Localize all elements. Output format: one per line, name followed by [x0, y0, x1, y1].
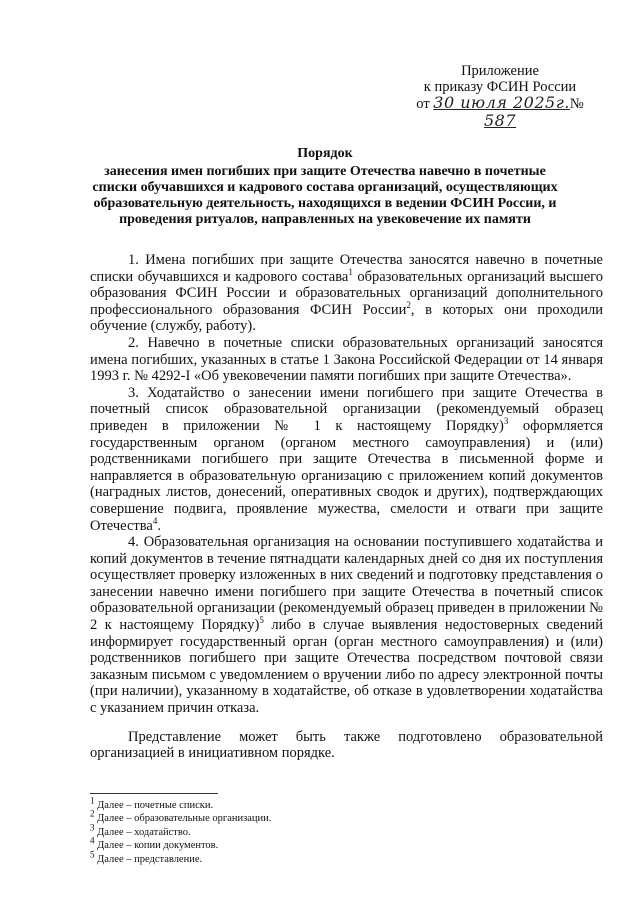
paragraph-1-text-a: 1. Имена погибших при защите Отечества заносятся навечно в почетные списки обучавшихся и кадрового состава [90, 252, 603, 285]
paragraph-5: Представление может быть также подготовлено образовательной организацией в инициативном порядке. [90, 728, 603, 762]
footnote-item [90, 822, 490, 839]
footnotes [90, 795, 490, 866]
footnote-text: Далее – образовательные организации. [94, 813, 272, 825]
date-prefix: от [416, 96, 430, 112]
footnote-number: 5 [90, 849, 95, 860]
footnote-item [90, 849, 490, 866]
footnote-ref-2: 2 [406, 299, 411, 310]
footnote-number: 3 [90, 822, 95, 833]
footnote-divider [90, 793, 218, 794]
paragraph-4 [90, 534, 603, 717]
footnote-item [90, 795, 490, 812]
paragraph-2: 2. Навечно в почетные списки образовательных организаций заносятся имена погибших, указанных в статье 1 Закона Российской Федерации от 14 января 1993 г. № 4292-I «Об увековечении памяти погибших при защите Отечества». [90, 334, 603, 385]
footnote-ref-5: 5 [259, 615, 264, 626]
title-main: Порядок [297, 146, 353, 161]
footnote-text: Далее – почетные списки. [94, 800, 214, 811]
document-body [90, 252, 603, 762]
footnote-number: 2 [90, 808, 95, 819]
paragraph-1-text-c: , в которых они проходили обучение (службу, работу). [90, 301, 603, 335]
paragraph-3-text-b: оформляется государственным органом (органом местного самоуправления) и (или) родственниками погибшего при защите Отечества в письменной форме и направляется в образовательную организацию с приложением копий документов (наградных листов, донесений, оперативных сводок и других), подтверждающих совершение подвига, проявление мужества, смелости и отваги при защите Отечества [90, 417, 603, 534]
order-date-line [400, 93, 600, 130]
paragraph-3-text-a: 3. Ходатайство о занесении имени погибшего при защите Отечества в почетный список образовательной организации (рекомендуемый образец приведен в приложении № 1 к настоящему Порядку) [90, 384, 603, 434]
order-reference: к приказу ФСИН России [423, 78, 577, 95]
footnote-item [90, 808, 490, 825]
footnote-number: 4 [90, 835, 95, 846]
title-subtitle: занесения имен погибших при защите Отечества навечно в почетные списки обучавшихся и кадрового состава организаций, осуществляющих образовательную деятельность, находящихся в ведении ФСИН России, и проведения ритуалов, направленных на увековечение их памяти [92, 164, 558, 227]
paragraph-1-text-b: образовательных организаций высшего образования ФСИН России и образовательных организаций дополнительного профессионального образования ФСИН России [90, 268, 603, 318]
handwritten-number: 587 [483, 110, 517, 130]
footnote-item [90, 835, 490, 852]
footnote-ref-4: 4 [152, 515, 158, 526]
footnote-text: Далее – копии документов. [94, 840, 219, 852]
footnote-ref-3: 3 [503, 416, 509, 427]
footnote-text: Далее – ходатайство. [94, 826, 191, 838]
document-title [90, 146, 560, 228]
paragraph-1 [90, 252, 603, 335]
footnote-ref-1: 1 [348, 266, 353, 277]
handwritten-date: 30 июля 2025г. [433, 93, 570, 112]
appendix-label: Приложение [461, 63, 539, 79]
paragraph-3-text-c: . [157, 517, 161, 534]
number-sign: № [569, 96, 584, 112]
footnote-text: Далее – представление. [94, 853, 203, 865]
paragraph-4-text-b: либо в случае выявления недостоверных сведений информирует государственный орган (орган местного самоуправления) и (или) родственников погибшего при защите Отечества посредством почтовой связи заказным письмом с уведомлением о вручении либо по адресу электронной почты (при наличии), указанному в ходатайстве, об отказе в удовлетворении ходатайства с указанием причин отказа. [90, 617, 603, 717]
footnote-number: 1 [90, 795, 95, 806]
paragraph-4-text-a: 4. Образовательная организация на основании поступившего ходатайства и копий документов в течение пятнадцати календарных дней со дня их поступления осуществляет проверку изложенных в них сведений и подготовку представления о занесении навечно имени погибшего при защите Отечества в почетный список образовательной организации (рекомендуемый образец приведен в приложении № 2 к настоящему Порядку) [90, 534, 603, 634]
appendix-header [400, 63, 600, 130]
paragraph-3 [90, 385, 603, 534]
